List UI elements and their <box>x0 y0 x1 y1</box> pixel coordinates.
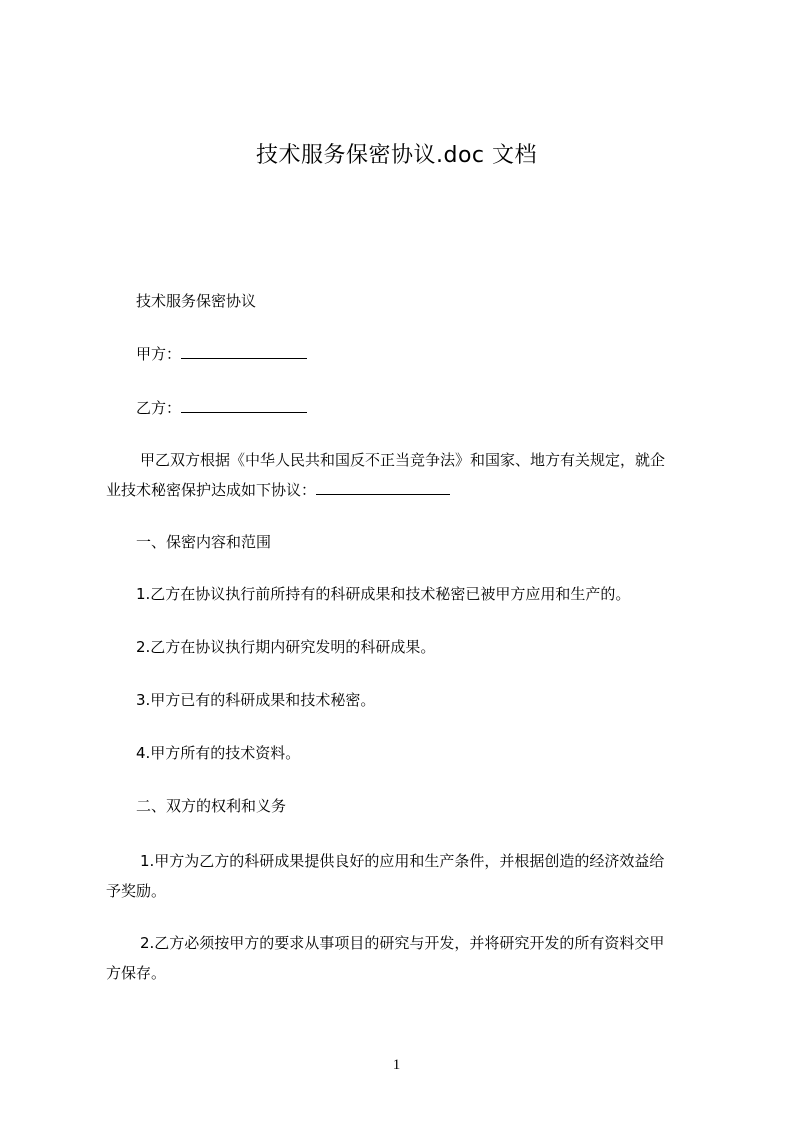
page-number: 1 <box>392 1057 401 1073</box>
party-a-label: 甲方： <box>136 345 182 363</box>
section-1-item-1: 1.乙方在协议执行前所持有的科研成果和技术秘密已被甲方应用和生产的。 <box>136 585 631 603</box>
section-1-item-4: 4.甲方所有的技术资料。 <box>136 744 301 762</box>
section-2-item-2-line-2: 方保存。 <box>106 964 167 982</box>
section-2-item-1-line-1: 1.甲方为乙方的科研成果提供良好的应用和生产条件，并根据创造的经济效益给 <box>140 852 665 870</box>
intro-line-2-text: 业技术秘密保护达成如下协议： <box>106 481 317 499</box>
party-b-blank <box>181 398 307 413</box>
section-1-item-2: 2.乙方在协议执行期内研究发明的科研成果。 <box>136 638 436 656</box>
party-b-line <box>136 398 307 418</box>
party-b-label: 乙方： <box>136 399 182 417</box>
section-2-item-2-line-1: 2.乙方必须按甲方的要求从事项目的研究与开发，并将研究开发的所有资料交甲 <box>140 934 665 952</box>
agreement-subtitle: 技术服务保密协议 <box>136 292 257 310</box>
document-title: 技术服务保密协议.doc 文档 <box>255 143 537 168</box>
intro-line-1: 甲乙双方根据《中华人民共和国反不正当竞争法》和国家、地方有关规定，就企 <box>140 451 666 469</box>
intro-blank <box>316 480 450 495</box>
section-2-heading: 二、双方的权利和义务 <box>136 797 287 815</box>
section-2-item-1-line-2: 予奖励。 <box>106 882 167 900</box>
section-1-item-3: 3.甲方已有的科研成果和技术秘密。 <box>136 691 376 709</box>
intro-line-2 <box>106 480 450 500</box>
section-1-heading: 一、保密内容和范围 <box>136 533 272 551</box>
party-a-blank <box>181 344 307 359</box>
party-a-line <box>136 344 307 364</box>
